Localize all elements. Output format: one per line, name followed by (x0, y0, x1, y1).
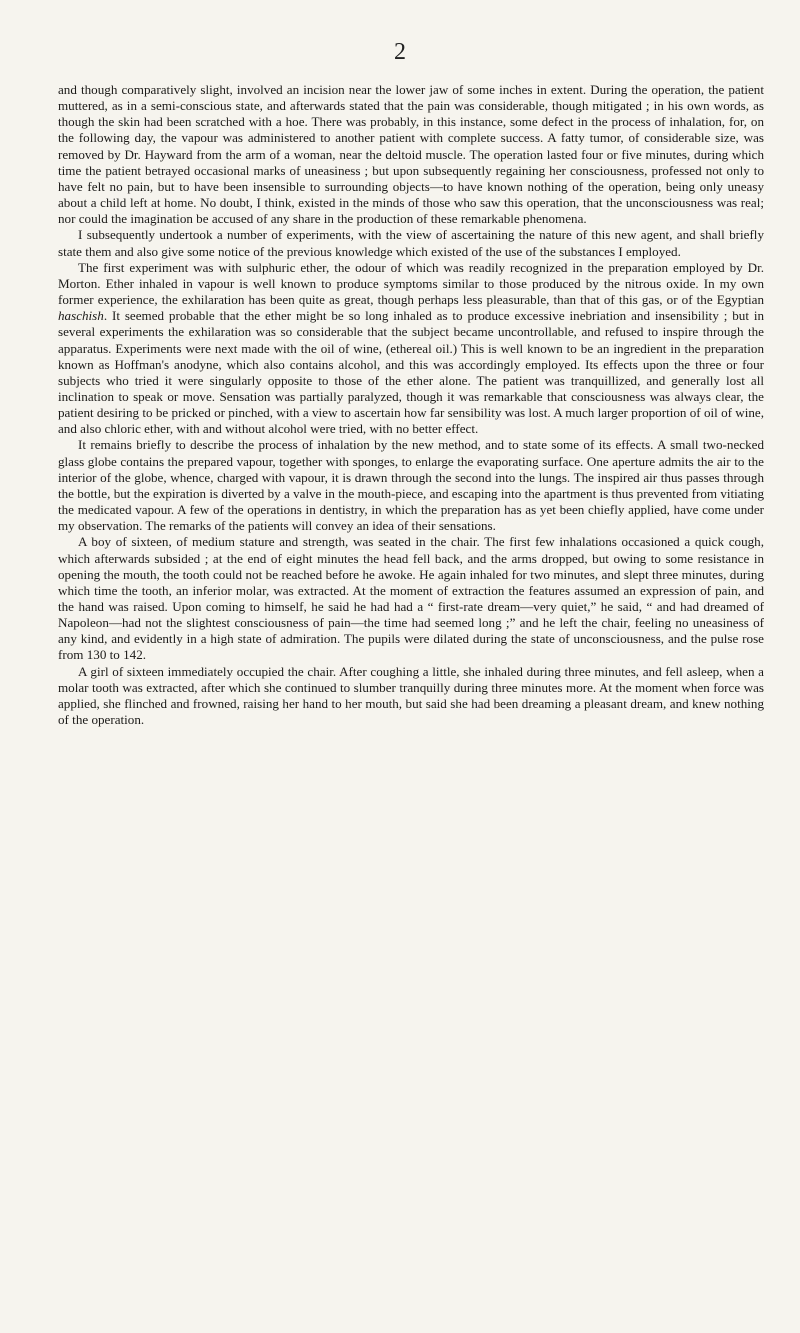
article-body (58, 82, 764, 728)
paragraph (58, 82, 764, 227)
paragraph (58, 260, 764, 438)
paragraph (58, 227, 764, 259)
italic-term: haschish (58, 308, 104, 324)
paragraph-text: It remains briefly to describe the process of inhalation by the new method, and to state some of its effects. A small two-necked glass globe contains the prepared vapour, together with sponges, to enlarge the evaporating surface. One aperture admits the air to the interior of the globe, whence, charged with vapour, it is drawn through the second into the lungs. The inspired air thus passes through the bottle, but the expiration is diverted by a valve in the mouth-piece, and escaping into the apartment is thus prevented from vitiating the medicated vapour. A few of the operations in dentistry, in which the preparation has as yet been chiefly applied, have come under my observation. The remarks of the patients will convey an idea of their sensations. (58, 437, 764, 534)
page-number: 2 (394, 39, 406, 65)
paragraph-text: . It seemed probable that the ether might be so long inhaled as to produce excessive inebriation and insensibility ; but in several experiments the exhilaration was so considerable that the subject became uncontrollable, and refused to inspire through the apparatus. Experiments were next made with the oil of wine, (ethereal oil.) This is well known to be an ingredient in the preparation known as Hoffman's anodyne, which also contains alcohol, and this was accordingly employed. Its effects upon the three or four subjects who tried it were singularly opposite to those of the ether alone. The patient was tranquillized, and generally lost all inclination to speak or move. Sensation was partially paralyzed, though it was remarkable that consciousness was always clear, the patient desiring to be pricked or pinched, with a view to ascertain how far sensibility was lost. A much larger proportion of oil of wine, and also chloric ether, with and without alcohol were tried, with no better effect. (58, 308, 764, 437)
paragraph (58, 437, 764, 534)
paragraph-text: A boy of sixteen, of medium stature and strength, was seated in the chair. The first few inhalations occasioned a quick cough, which afterwards subsided ; at the end of eight minutes the head fell back, and the arms dropped, but owing to some resistance in opening the mouth, the tooth could not be reached before he awoke. He again inhaled for two minutes, and slept three minutes, during which time the tooth, an inferior molar, was extracted. At the moment of extraction the features assumed an expression of pain, and the hand was raised. Upon coming to himself, he said he had had a “ first-rate dream—very quiet,” he said, “ and had dreamed of Napoleon—had not the slightest consciousness of pain—the time had seemed long ;” and he left the chair, feeling no uneasiness of any kind, and evidently in a high state of admiration. The pupils were dilated during the state of unconsciousness, and the pulse rose from 130 to 142. (58, 534, 764, 663)
paragraph-text: I subsequently undertook a number of experiments, with the view of ascertaining the nature of this new agent, and shall briefly state them and also give some notice of the previous knowledge which existed of the use of the substances I employed. (58, 227, 764, 259)
paragraph-text: A girl of sixteen immediately occupied the chair. After coughing a little, she inhaled during three minutes, and fell asleep, when a molar tooth was extracted, after which she continued to slumber tranquilly during three minutes more. At the moment when force was applied, she flinched and frowned, raising her hand to her mouth, but said she had been dreaming a pleasant dream, and knew nothing of the operation. (58, 663, 764, 728)
paragraph-text: The first experiment was with sulphuric ether, the odour of which was readily recognized in the preparation employed by Dr. Morton. Ether inhaled in vapour is well known to produce symptoms similar to those produced by the nitrous oxide. In my own former experience, the exhilaration has been quite as great, though perhaps less pleasurable, than that of this gas, or of the Egyptian (58, 259, 764, 308)
paragraph (58, 534, 764, 663)
paragraph-text: and though comparatively slight, involved an incision near the lower jaw of some inches in extent. During the operation, the patient muttered, as in a semi-conscious state, and afterwards stated that the pain was considerable, though mitigated ; in his own words, as though the skin had been scratched with a hoe. There was probably, in this instance, some defect in the process of inhalation, for, on the following day, the vapour was administered to another patient with complete success. A fatty tumor, of considerable size, was removed by Dr. Hayward from the arm of a woman, near the deltoid muscle. The operation lasted four or five minutes, during which time the patient betrayed occasional marks of uneasiness ; but upon subsequently regaining her consciousness, professed not only to have felt no pain, but to have been insensible to surrounding objects—to have known nothing of the operation, being only uneasy about a child left at home. No doubt, I think, existed in the minds of those who saw this operation, that the unconsciousness was real; nor could the imagination be accused of any share in the production of these remarkable phenomena. (58, 82, 764, 227)
paragraph (58, 664, 764, 729)
